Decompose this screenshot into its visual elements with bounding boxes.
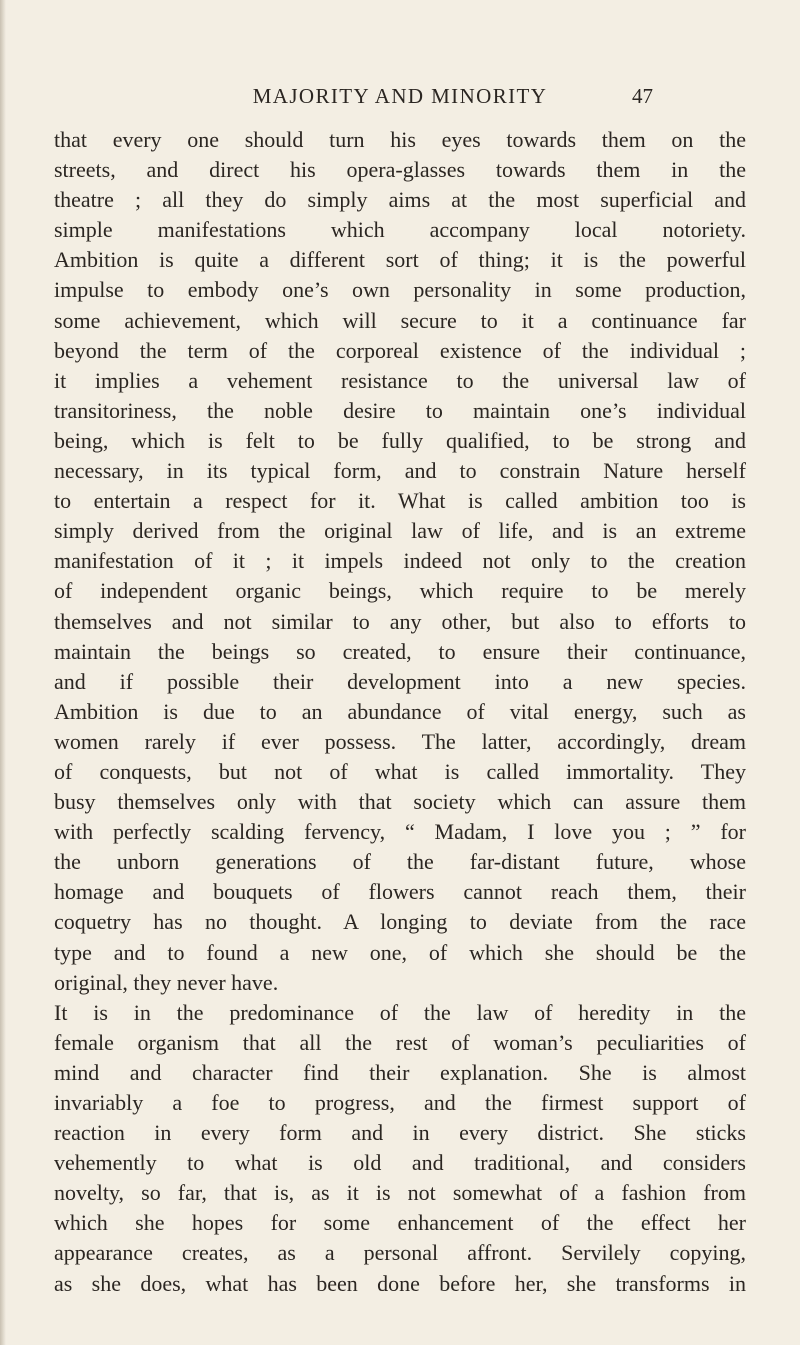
text-line: vehemently to what is old and traditional, and considers [54, 1150, 746, 1176]
text-line: streets, and direct his opera-glasses towards them in the [54, 157, 746, 183]
text-line: women rarely if ever possess. The latter, accordingly, dream [54, 728, 746, 754]
text-line: being, which is felt to be fully qualified, to be strong and [54, 427, 746, 453]
text-line: It is in the predominance of the law of heredity in the [54, 999, 746, 1025]
text-line: necessary, in its typical form, and to constrain Nature herself [54, 458, 746, 484]
text-line: Ambition is quite a different sort of thing; it is the powerful [54, 247, 746, 273]
text-line: of independent organic beings, which require to be merely [54, 578, 746, 604]
text-line: some achievement, which will secure to it a continuance far [54, 307, 746, 333]
text-line: beyond the term of the corporeal existence of the individual ; [54, 337, 746, 363]
text-line: impulse to embody one’s own personality in some production, [54, 277, 746, 303]
text-line: which she hopes for some enhancement of the effect her [54, 1210, 746, 1236]
text-line: Ambition is due to an abundance of vital energy, such as [54, 698, 746, 724]
text-line: manifestation of it ; it impels indeed not only to the creation [54, 548, 746, 574]
text-line: theatre ; all they do simply aims at the most superficial and [54, 187, 746, 213]
text-line: and if possible their development into a new species. [54, 668, 746, 694]
text-line: appearance creates, as a personal affront. Servilely copying, [54, 1240, 746, 1266]
text-line: reaction in every form and in every district. She sticks [54, 1120, 746, 1146]
text-line: to entertain a respect for it. What is called ambition too is [54, 488, 746, 514]
text-line: female organism that all the rest of woman’s peculiarities of [54, 1029, 746, 1055]
text-line: with perfectly scalding fervency, “ Madam, I love you ; ” for [54, 819, 746, 845]
text-line: it implies a vehement resistance to the universal law of [54, 367, 746, 393]
text-line: mind and character find their explanation. She is almost [54, 1059, 746, 1085]
paragraph-end-line: original, they never have. [54, 969, 279, 995]
page-gutter-shadow [0, 0, 6, 1345]
text-line: busy themselves only with that society which can assure them [54, 789, 746, 815]
text-line: simple manifestations which accompany local notoriety. [54, 217, 746, 243]
text-line: the unborn generations of the far-distant future, whose [54, 849, 746, 875]
text-line: simply derived from the original law of life, and is an extreme [54, 518, 746, 544]
page-header [0, 82, 800, 110]
text-line: of conquests, but not of what is called immortality. They [54, 758, 746, 784]
text-line: that every one should turn his eyes towards them on the [54, 127, 746, 152]
running-head: MAJORITY AND MINORITY [252, 84, 548, 108]
text-line: type and to found a new one, of which she should be the [54, 939, 746, 965]
text-line: themselves and not similar to any other, but also to efforts to [54, 608, 746, 634]
text-line: homage and bouquets of flowers cannot reach them, their [54, 879, 746, 905]
text-line: transitoriness, the noble desire to maintain one’s individual [54, 397, 746, 423]
text-line: as she does, what has been done before her, she transforms in [54, 1270, 746, 1296]
text-line: invariably a foe to progress, and the firmest support of [54, 1090, 746, 1115]
text-line: coquetry has no thought. A longing to deviate from the race [54, 909, 746, 935]
text-line: novelty, so far, that is, as it is not somewhat of a fashion from [54, 1180, 746, 1206]
text-line: maintain the beings so created, to ensure their continuance, [54, 638, 746, 664]
body-text [54, 125, 746, 1299]
page-number: 47 [632, 84, 653, 108]
